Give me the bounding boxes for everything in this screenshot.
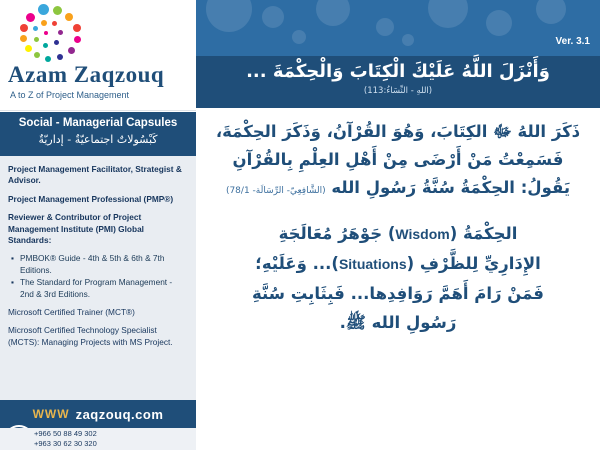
capsules-header <box>0 112 196 156</box>
version-label: Ver. 3.1 <box>555 36 590 47</box>
ayah-text: وَأَنْزَلَ اللَّهُ عَلَيْكَ الْكِتَابَ وَالْحِكْمَةَ ... <box>246 61 550 82</box>
quote-text: ذَكَرَ اللهُ ﷻ الكِتَابَ، وَهُوَ القُرْآنُ، وَذَكَرَ الحِكْمَةَ، فَسَمِعْتُ مَنْ أَرْضَى مِنْ أَهْلِ العِلْمِ بِالقُرْآنِ يَقُولُ: الحِكْمَةُ سُنَّةُ رَسُولِ الله <box>215 122 581 197</box>
commentary-block <box>208 219 588 337</box>
commentary-line-1-post: ) جَوْهَرُ مُعَالَجَةِ <box>278 224 396 243</box>
website-url[interactable]: zaqzouq.com <box>75 406 164 422</box>
website-bar[interactable] <box>0 400 196 428</box>
main-content <box>196 0 600 450</box>
credential-line-3: Reviewer & Contributor of Project Management Institute (PMI) Global Standards: <box>8 212 144 246</box>
credential-line-2: Project Management Professional (PMP®) <box>8 193 174 204</box>
situations-term: Situations <box>338 256 407 272</box>
brand-name: Azam Zaqzouq <box>8 62 165 87</box>
left-sidebar <box>0 0 196 450</box>
credential-bullets <box>8 253 188 300</box>
quote-source: (الشَّافِعِيّ- الرِّسَالَة- 78/1) <box>225 186 326 196</box>
wisdom-term: Wisdom <box>395 226 450 242</box>
credential-line-1: Project Management Facilitator, Strategist & Advisor. <box>8 164 182 186</box>
content-body <box>196 108 600 450</box>
commentary-line-1 <box>208 219 588 249</box>
credential-line-5: Microsoft Certified Technology Specialist (MCTS): Managing Projects with MS Project. <box>8 325 173 347</box>
top-banner <box>196 0 600 56</box>
list-item: ▪ The Standard for Program Management - 2nd & 3rd Editions. <box>20 277 188 300</box>
list-item: ▪ PMBOK® Guide - 4th & 5th & 6th & 7th Editions. <box>20 253 188 276</box>
capsules-header-arabic: كَبْسُولاتٌ اجتماعيّةٌ - إداريّةٌ <box>38 133 158 146</box>
commentary-line-1-pre: الحِكْمَةُ ( <box>449 224 518 243</box>
credentials-panel <box>0 156 196 400</box>
www-label: WWW <box>32 407 70 421</box>
contact-info <box>0 428 196 450</box>
ayah-band <box>196 56 600 108</box>
brand-logo-area <box>0 0 196 111</box>
phone-number-1: +966 50 88 49 302 <box>34 429 97 438</box>
ayah-reference: (اللهِ - النِّسَاءُ:113) <box>363 86 433 96</box>
commentary-line-2-post: )... وَعَلَيْهِ؛ <box>255 254 339 273</box>
commentary-line-2 <box>208 249 588 279</box>
credential-line-4: Microsoft Certified Trainer (MCT®) <box>8 307 135 318</box>
phone-number-2: +963 30 62 30 320 <box>34 439 97 448</box>
commentary-line-3: فَمَنْ رَامَ أَهَمَّ رَوَافِدِها... فَبِثَابِتِ سُنَّةِ <box>251 284 544 303</box>
commentary-line-4: رَسُولِ الله ﷺ. <box>339 313 457 332</box>
capsules-header-english: Social - Managerial Capsules <box>18 117 178 129</box>
colored-dots-spiral-logo-icon <box>8 4 100 66</box>
brand-tagline: A to Z of Project Management <box>10 90 130 100</box>
commentary-line-2-pre: الإِدَارِيِّ لِلظَّرْفِ ( <box>406 254 541 273</box>
quote-block <box>208 118 588 205</box>
